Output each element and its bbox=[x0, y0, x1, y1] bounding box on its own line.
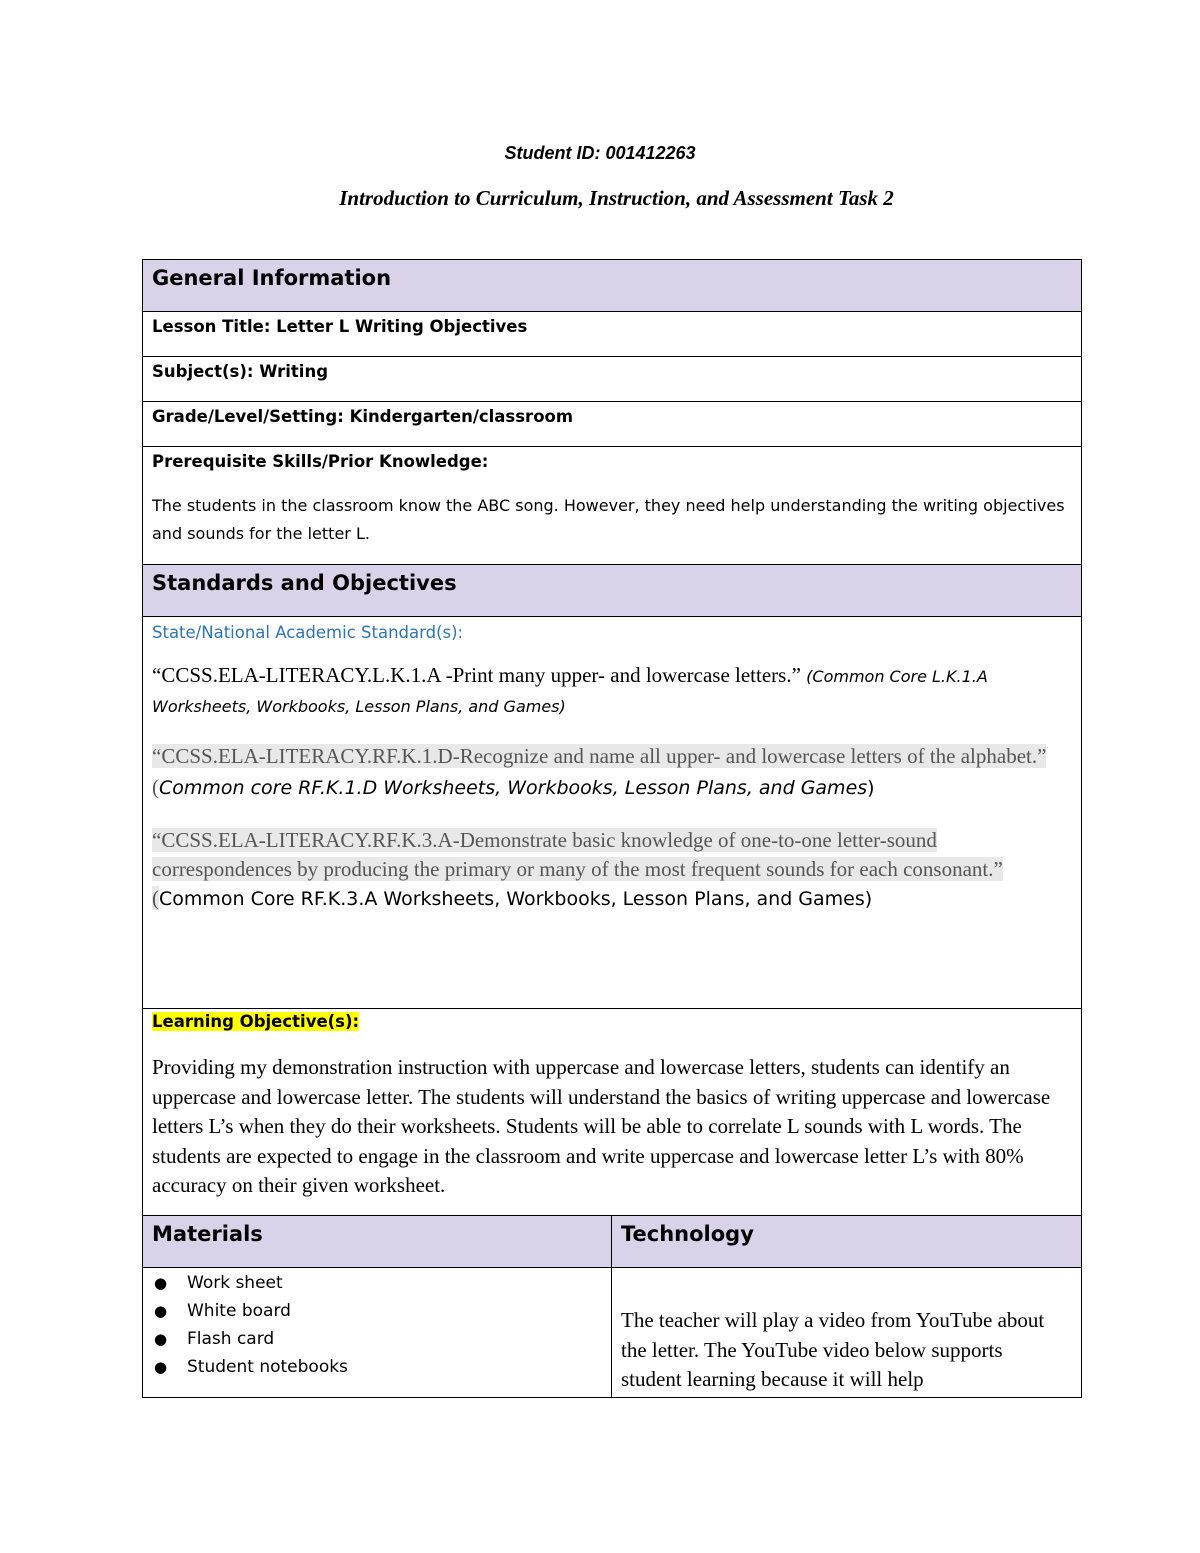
materials-list bbox=[152, 1269, 348, 1381]
list-item: ● Work sheet bbox=[152, 1269, 348, 1297]
lesson-title: Lesson Title: Letter L Writing Objectives bbox=[152, 317, 528, 336]
standards-label: State/National Academic Standard(s): bbox=[152, 623, 464, 642]
materials-cell bbox=[142, 1267, 612, 1398]
technology-heading: Technology bbox=[621, 1222, 754, 1246]
list-item: ● Flash card bbox=[152, 1325, 348, 1353]
technology-header bbox=[611, 1215, 1082, 1268]
grade-level-setting: Grade/Level/Setting: Kindergarten/classroom bbox=[152, 407, 574, 426]
bullet-icon: ● bbox=[154, 1358, 168, 1376]
list-item: ● Student notebooks bbox=[152, 1353, 348, 1381]
standard-3 bbox=[152, 826, 1052, 914]
standard-1-quote: “CCSS.ELA-LITERACY.L.K.1.A -Print many upper- and lowercase letters.” bbox=[152, 663, 801, 687]
standard-1 bbox=[152, 661, 1042, 721]
technology-text: The teacher will play a video from YouTube about the letter. The YouTube video below supports student learning because it will help bbox=[621, 1308, 1045, 1391]
general-info-heading: General Information bbox=[152, 266, 392, 290]
materials-header bbox=[142, 1215, 612, 1268]
bullet-icon: ● bbox=[154, 1330, 168, 1348]
bullet-icon: ● bbox=[154, 1274, 168, 1292]
student-id: Student ID: 001412263 bbox=[504, 143, 696, 163]
general-info-header bbox=[142, 259, 1082, 312]
subjects: Subject(s): Writing bbox=[152, 362, 329, 381]
learning-objectives-label bbox=[152, 1012, 359, 1031]
standard-1-citation: (Common Core L.K.1.A Worksheets, Workbooks, Lesson Plans, and Games) bbox=[152, 667, 988, 716]
prerequisite-row bbox=[142, 446, 1082, 565]
learning-objectives-label-text: Learning Objective(s): bbox=[152, 1012, 360, 1031]
standard-2 bbox=[152, 741, 1067, 804]
standard-2-open: ( bbox=[152, 775, 159, 799]
standard-2-citation: Common core RF.K.1.D Worksheets, Workbooks, Lesson Plans, and Games bbox=[159, 777, 868, 799]
grade-row bbox=[142, 401, 1082, 447]
subjects-row bbox=[142, 356, 1082, 402]
standards-heading: Standards and Objectives bbox=[152, 571, 457, 595]
standard-3-citation: Common Core RF.K.3.A Worksheets, Workbooks, Lesson Plans, and Games) bbox=[159, 888, 873, 910]
standards-header bbox=[142, 564, 1082, 617]
prerequisite-label: Prerequisite Skills/Prior Knowledge: bbox=[152, 452, 489, 471]
learning-objectives-text: Providing my demonstration instruction with uppercase and lowercase letters, students can identify an uppercase and lowercase letter. The students will understand the basics of writing uppercase and lowercase letters L’s when they do their worksheets. Students will be able to correlate L sounds with L words. The students are expected to engage in the classroom and write uppercase and lowercase letter L’s with 80% accuracy on their given worksheet. bbox=[152, 1055, 1051, 1197]
standard-2-quote: “CCSS.ELA-LITERACY.RF.K.1.D-Recognize and name all upper- and lowercase letters of the alphabet.” bbox=[152, 744, 1047, 768]
technology-cell bbox=[611, 1267, 1082, 1398]
standards-row bbox=[142, 616, 1082, 1009]
list-item: ● White board bbox=[152, 1297, 348, 1325]
materials-heading: Materials bbox=[152, 1222, 263, 1246]
prerequisite-text: The students in the classroom know the ABC song. However, they need help understanding the writing objectives and sounds for the letter L. bbox=[152, 496, 1065, 543]
lesson-title-row bbox=[142, 311, 1082, 357]
document-title: Introduction to Curriculum, Instruction, and Assessment Task 2 bbox=[339, 186, 894, 210]
standard-3-quote: “CCSS.ELA-LITERACY.RF.K.3.A-Demonstrate basic knowledge of one-to-one letter-sound correspondences by producing the primary or many of the most frequent sounds for each consonant.” ( bbox=[152, 828, 1003, 910]
bullet-icon: ● bbox=[154, 1302, 168, 1320]
learning-objectives-row bbox=[142, 1008, 1082, 1217]
standard-2-close: ) bbox=[867, 777, 875, 799]
